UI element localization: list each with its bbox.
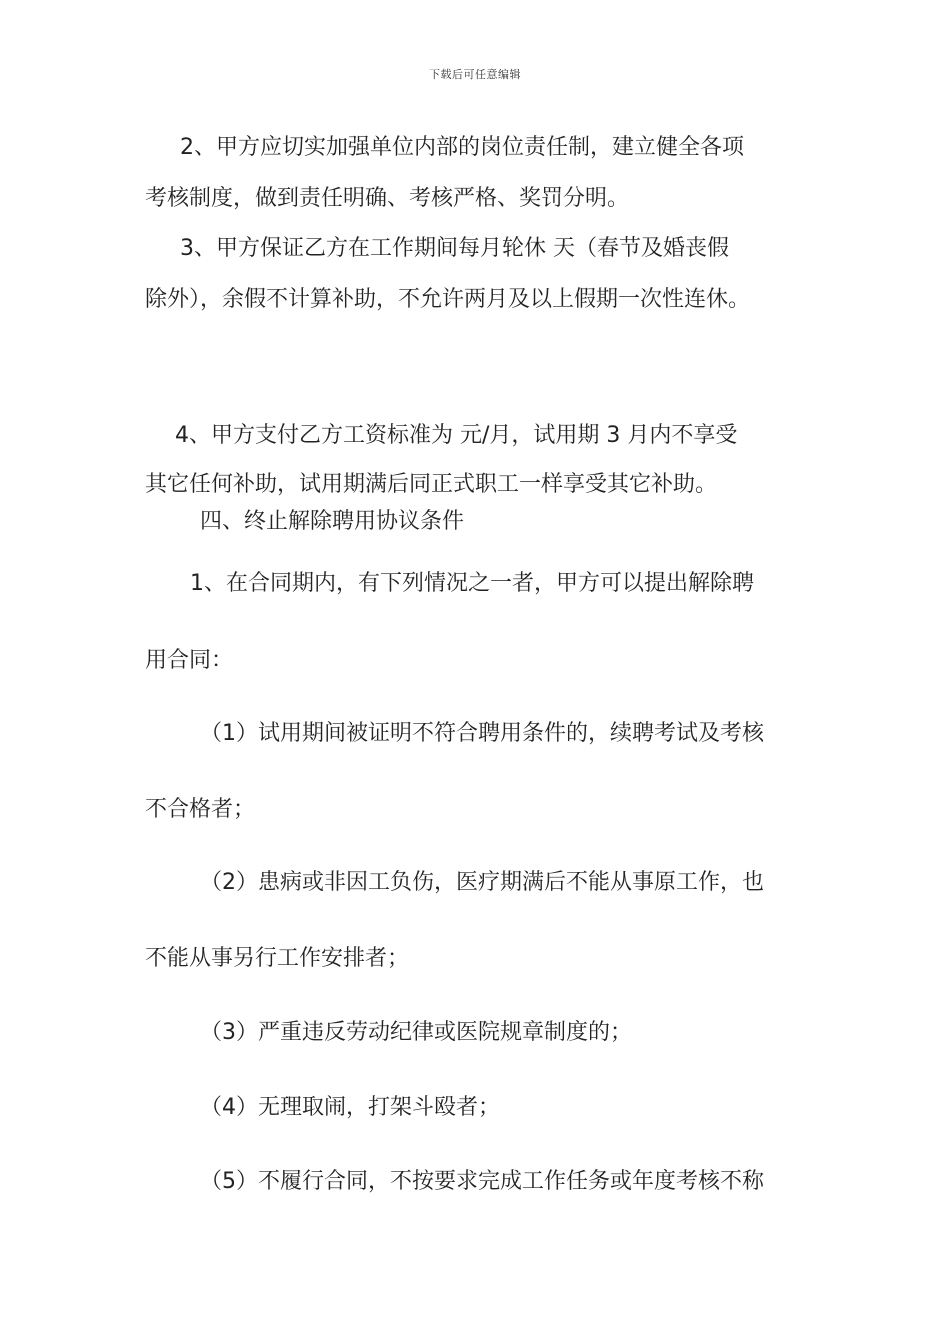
section-heading: 四、终止解除聘用协议条件 bbox=[200, 509, 465, 534]
item-4: （4）无理取闹，打架斗殴者； bbox=[200, 1095, 500, 1120]
clause-4-line-2: 其它任何补助，试用期满后同正式职工一样享受其它补助。 bbox=[145, 472, 718, 497]
clause-2-line-2: 考核制度，做到责任明确、考核严格、奖罚分明。 bbox=[145, 186, 630, 211]
clause-2-line-1: 2、甲方应切实加强单位内部的岗位责任制，建立健全各项 bbox=[180, 135, 744, 160]
clause-3-line-1: 3、甲方保证乙方在工作期间每月轮休 天（春节及婚丧假 bbox=[180, 236, 729, 261]
termination-clause-1-line-1: 1、在合同期内，有下列情况之一者，甲方可以提出解除聘 bbox=[190, 571, 754, 596]
termination-clause-1-line-2: 用合同： bbox=[145, 648, 234, 673]
item-3: （3）严重违反劳动纪律或医院规章制度的； bbox=[200, 1020, 632, 1045]
page-header: 下载后可任意编辑 bbox=[429, 68, 521, 81]
item-5-line-1: （5）不履行合同，不按要求完成工作任务或年度考核不称 bbox=[200, 1169, 764, 1194]
item-2-line-2: 不能从事另行工作安排者； bbox=[145, 946, 410, 971]
item-1-line-1: （1）试用期间被证明不符合聘用条件的，续聘考试及考核 bbox=[200, 721, 764, 746]
item-1-line-2: 不合格者； bbox=[145, 797, 256, 822]
clause-3-line-2: 除外），余假不计算补助，不允许两月及以上假期一次性连休。 bbox=[145, 287, 751, 312]
clause-4-line-1: 4、甲方支付乙方工资标准为 元/月，试用期 3 月内不享受 bbox=[175, 423, 738, 448]
item-2-line-1: （2）患病或非因工负伤，医疗期满后不能从事原工作，也 bbox=[200, 870, 764, 895]
